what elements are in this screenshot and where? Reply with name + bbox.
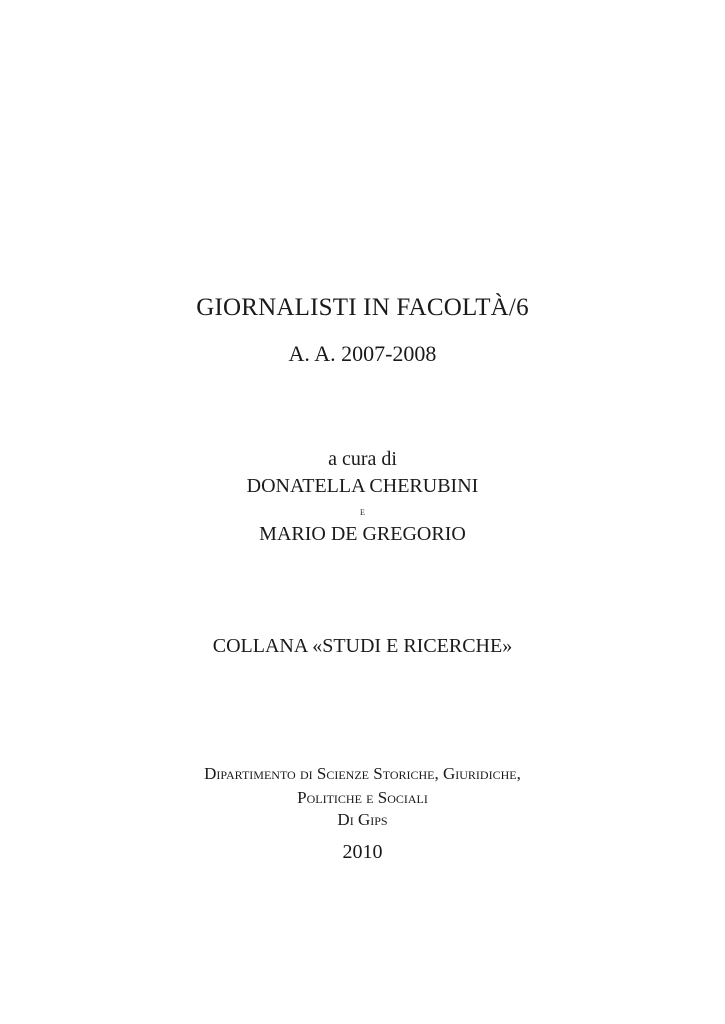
department-line: Politiche e Sociali — [297, 788, 428, 807]
editors-conjunction: e — [360, 504, 365, 518]
editor-name: MARIO DE GREGORIO — [259, 523, 466, 545]
book-title: GIORNALISTI IN FACOLTÀ/6 — [196, 294, 529, 321]
series-name: COLLANA «STUDI E RICERCHE» — [212, 635, 513, 657]
department-line: Di Gips — [337, 810, 388, 829]
publication-year: 2010 — [342, 841, 383, 863]
department-line: Dipartimento di Scienze Storiche, Giuridiche, — [204, 764, 521, 783]
editor-name: DONATELLA CHERUBINI — [246, 475, 479, 497]
curated-by-label: a cura di — [328, 448, 397, 470]
academic-year: A. A. 2007-2008 — [288, 341, 437, 366]
